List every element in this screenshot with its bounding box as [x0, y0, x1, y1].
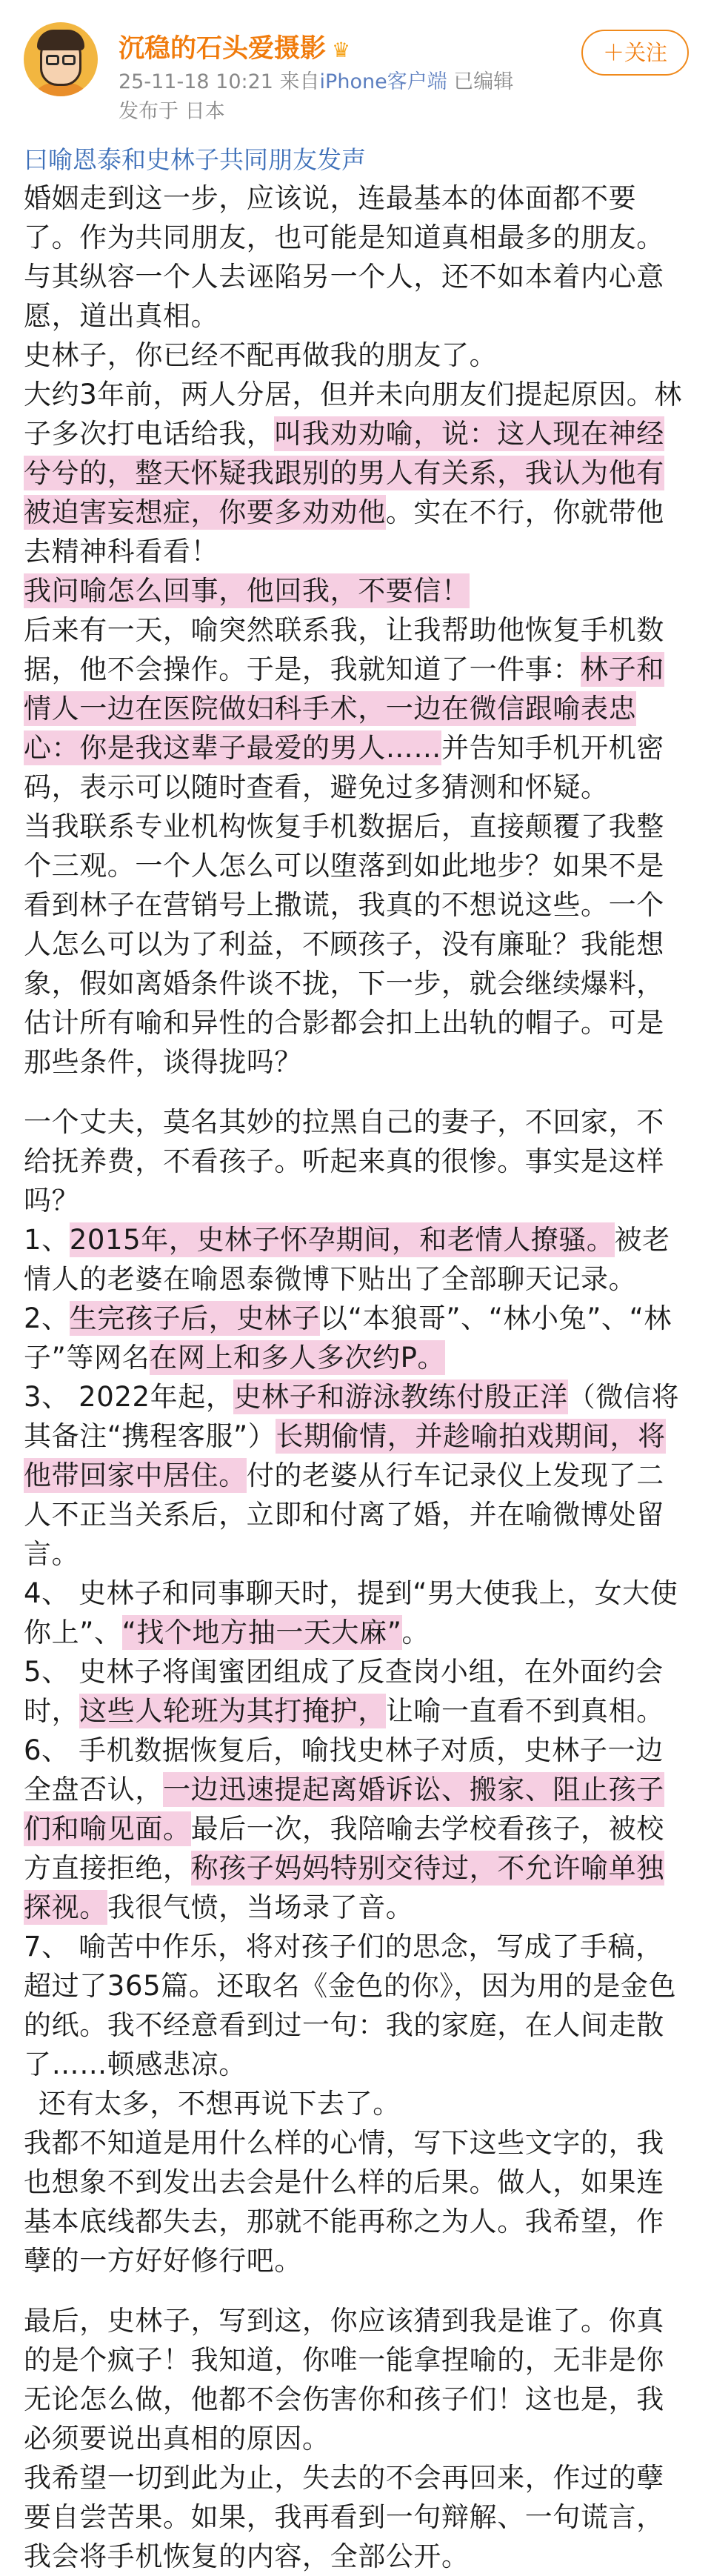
paragraph-text: 还有太多，不想再说下去了。: [39, 2088, 401, 2120]
source-device-link[interactable]: iPhone客户端: [319, 70, 447, 93]
paragraph-text: 最后，史林子，写到这，你应该猜到我是谁了。你真的是个疯子！我知道，你唯一能拿捏喻的，无非是你无论怎么做，他都不会伤害你和孩子们！这也是，我必须要说出真相的原因。: [24, 2305, 664, 2454]
paragraph-text: 被老情人的老婆在喻恩泰微博下贴出了全部聊天记录。: [24, 1224, 670, 1295]
post-paragraph: [24, 2084, 690, 2123]
post-paragraph: [24, 375, 690, 571]
paragraph-text: 后来有一天，喻突然联系我，让我帮助他恢复手机数据，他不会操作。于是，我就知道了一件事：: [24, 614, 664, 685]
paragraph-gap: [24, 1082, 690, 1102]
paragraph-text: 当我联系专业机构恢复手机数据后，直接颠覆了我整个三观。一个人怎么可以堕落到如此地步？如果不是看到林子在营销号上撒谎，我真的不想说这些。一个人怎么可以为了利益，不顾孩子，没有廉耻？我能想象，假如离婚条件谈不拢，下一步，就会继续爆料，估计所有喻和异性的合影都会扣上出轨的帽子。可是那些条件，谈得拢吗？: [24, 811, 664, 1078]
post-location: 发布于 日本: [118, 100, 225, 123]
paragraph-text: 大约3年前，两人分居，但并未向朋友们提起原因。林子多次打电话给我，: [24, 379, 682, 450]
post-meta: [118, 65, 513, 94]
post-header: [0, 0, 711, 148]
paragraph-text: 5、 史林子将闺蜜团组成了反查岗小组，在外面约会时，: [24, 1656, 664, 1727]
paragraph-text: 1、: [24, 1224, 70, 1256]
highlighted-text: “找个地方抽一天大麻”: [121, 1617, 402, 1648]
highlighted-text: 2015年，史林子怀孕期间，和老情人撩骚。: [69, 1224, 615, 1256]
highlighted-text: 生完孩子后，史林子: [69, 1302, 321, 1334]
highlighted-text: 一边迅速提起离婚诉讼、搬家、阻止孩子们和喻见面。: [24, 1774, 664, 1845]
post-paragraph: [24, 336, 690, 375]
paragraph-text: 。实在不行，你就带他去精神科看看！: [24, 496, 664, 568]
highlighted-text: 林子和情人一边在医院做妇科手术，一边在微信跟喻表忠心：你是我这辈子最爱的男人……: [24, 653, 664, 764]
post-paragraph: [24, 1220, 690, 1299]
highlighted-text: 这些人轮班为其打掩护，: [79, 1695, 386, 1727]
post-paragraph: [24, 2458, 690, 2576]
highlighted-text: 长期偷情，并趁喻拍戏期间，将他带回家中居住。: [24, 1420, 666, 1491]
glasses-icon: [46, 55, 59, 65]
follow-button[interactable]: ＋关注: [581, 30, 689, 76]
paragraph-text: 让喻一直看不到真相。: [385, 1695, 664, 1727]
post-paragraph: [24, 179, 690, 336]
post-paragraph: [24, 1927, 690, 2084]
highlighted-text: 史林子和游泳教练付殷正洋: [233, 1381, 568, 1413]
edited-badge[interactable]: 已编辑: [453, 70, 514, 93]
paragraph-gap: [24, 2280, 690, 2301]
paragraph-text: 4、 史林子和同事聊天时，提到“男大使我上，女大使你上”、: [24, 1577, 678, 1648]
paragraph-text: 。: [401, 1617, 430, 1648]
paragraph-text: 3、 2022年起，: [24, 1381, 234, 1413]
glasses-icon: [62, 55, 76, 65]
post-paragraph: [24, 1652, 690, 1731]
paragraph-text: 我很气愤，当场录了音。: [107, 1891, 414, 1923]
username[interactable]: [118, 28, 350, 65]
highlighted-text: 我问喻怎么回事，他回我，不要信！: [24, 575, 470, 607]
paragraph-text: （微信将其备注“携程客服”）: [24, 1381, 680, 1452]
paragraph-text: 史林子，你已经不配再做我的朋友了。: [24, 339, 498, 371]
post-paragraph: [24, 1299, 690, 1377]
highlighted-text: 叫我劝劝喻，说：这人现在神经兮兮的，整天怀疑我跟别的男人有关系，我认为他有被迫害妄想症，你要多劝劝他: [24, 418, 664, 528]
paragraph-text: 以“本狼哥”、“林小兔”、“林子”等网名: [24, 1302, 672, 1374]
username-text[interactable]: 沉稳的石头爱摄影: [118, 34, 327, 64]
avatar[interactable]: [24, 22, 98, 96]
paragraph-text: 6、 手机数据恢复后，喻找史林子对质，史林子一边全盘否认，: [24, 1734, 664, 1805]
paragraph-text: 2、: [24, 1302, 70, 1334]
paragraph-text: 我希望一切到此为止，失去的不会再回来，作过的孽要自尝苦果。如果，我再看到一句辩解、一句谎言，我会将手机恢复的内容，全部公开。: [24, 2462, 664, 2572]
paragraph-text: 付的老婆从行车记录仪上发现了二人不正当关系后，立即和付离了婚，并在喻微博处留言。: [24, 1460, 664, 1570]
avatar-hair-shape: [37, 30, 84, 50]
post-paragraph: [24, 571, 690, 610]
mention-link[interactable]: 曰喻恩泰和史林子共同朋友发声: [24, 145, 366, 174]
post-paragraph: [24, 610, 690, 807]
post-paragraph: [24, 1574, 690, 1652]
post-paragraph: [24, 1377, 690, 1574]
highlighted-text: 在网上和多人多次约P。: [150, 1342, 446, 1374]
paragraph-text: 并告知手机开机密码，表示可以随时查看，避免过多猜测和怀疑。: [24, 732, 664, 803]
paragraph-text: 最后一次，我陪喻去学校看孩子，被校方直接拒绝，: [24, 1813, 664, 1884]
post-paragraph: [24, 807, 690, 1082]
post-time: 25-11-18 10:21: [118, 70, 273, 93]
crown-icon: ♛: [332, 37, 351, 62]
post-paragraph: [24, 2301, 690, 2458]
post-paragraph: [24, 2123, 690, 2280]
paragraph-text: 一个丈夫，莫名其妙的拉黑自己的妻子，不回家，不给抚养费，不看孩子。听起来真的很惨。事实是这样吗？: [24, 1106, 664, 1217]
post-paragraph: [24, 1731, 690, 1927]
paragraph-text: 我都不知道是用什么样的心情，写下这些文字的，我也想象不到发出去会是什么样的后果。做人，如果连基本底线都失去，那就不能再称之为人。我希望，作孽的一方好好修行吧。: [24, 2127, 664, 2277]
paragraph-text: 婚姻走到这一步，应该说，连最基本的体面都不要了。作为共同朋友，也可能是知道真相最多的朋友。与其纵容一个人去诬陷另一个人，还不如本着内心意愿，道出真相。: [24, 182, 664, 332]
post-body: [24, 144, 690, 2576]
post-paragraph: [24, 1102, 690, 1220]
source-prefix: 来自: [279, 70, 320, 93]
highlighted-text: 称孩子妈妈特别交待过，不允许喻单独探视。: [24, 1852, 664, 1923]
paragraph-text: 7、 喻苦中作乐，将对孩子们的思念，写成了手稿，超过了365篇。还取名《金色的你》，因为用的是金色的纸。我不经意看到过一句：我的家庭，在人间走散了……顿感悲凉。: [24, 1931, 677, 2080]
